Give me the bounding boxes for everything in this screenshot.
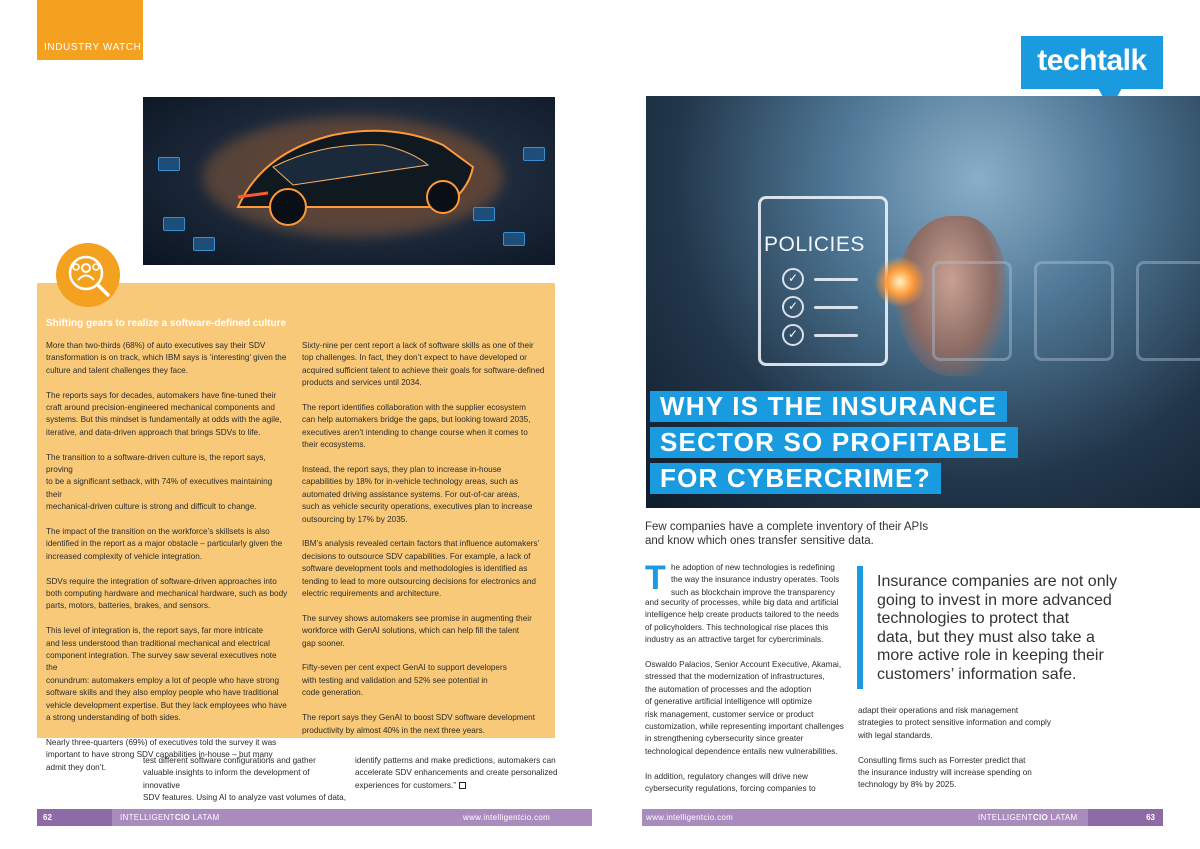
hero-label: POLICIES [764,233,865,256]
pull-quote: Insurance companies are not only going to invest in more advanced technologies to protect that data, but they must also take a more active role in keeping their customers’ information safe. [877,573,1118,683]
paragraph: The reports says for decades, automakers have fine-tuned their craft around precision-engineered mechanical components and systems. But this mindset is fundamentally at odds with the agile, iterative, and data-driven approach that brings SDVs to life. [46,390,282,437]
section-label: INDUSTRY WATCH [44,42,142,53]
headline-line-2: SECTOR SO PROFITABLE [650,427,1018,458]
continued-text-right [355,755,560,792]
paragraph: Instead, the report says, they plan to increase in-house capabilities by 18% for in-vehicle technology areas, such as automated driving assistance systems. For out-of-car areas, such as vehicle security operations, executives plan to increase outsourcing by 17% by 2035. [302,465,533,524]
logo-text: techtalk [1037,44,1147,77]
footer-url-right[interactable]: www.intelligentcio.com [646,813,734,822]
pull-quote-bar [857,566,863,689]
paragraph: SDVs require the integration of software-driven approaches into both computing hardware and mechanical hardware, such as body parts, motors, batteries, brakes, and sensors. [46,576,288,611]
opening-lines: he adoption of new technologies is redefining the way the insurance industry operates. Tools such as blockchain improve the transparency [671,563,840,597]
paragraph: This level of integration is, the report says, far more intricate and less understood than traditional mechanical and electrical component integration. The survey saw several executives note the conundrum: automakers employ a lot of people who have strong software skills and they also employ people who have traditional vehicle development expertise. But they lack employees who have a strong understanding of both sides. [46,626,287,723]
car-circuit-photo [143,97,555,265]
end-mark-icon [459,782,466,789]
car-illustration [143,97,555,265]
paragraph: Nearly three-quarters (69%) of executives told the survey it was important to have strong SDV capabilities in-house – but many admit they don’t. [46,737,277,772]
light-spark [874,256,926,308]
document-icon [932,261,1012,361]
brand-light: INTELLIGENT [120,813,175,822]
paragraph: Fifty-seven per cent expect GenAI to support developers with testing and validation and 52% see potential in code generation. [302,663,507,698]
body-column-1: and security of processes, while big data and artificial intelligence help create products tailored to the needs of policyholders. This technological rise places this industry as an attractive target for cybercriminals. Oswaldo Palacios, Senior Account Executive, Akamai, stressed that the modernization of infrastructures, the automation of processes and the adoption of generative artificial intelligence will optimize risk management, customer service or product customization, while representing important challenges in strengthening cybersecurity since greater technological dependence entails new vulnerabilities. In addition, regulatory changes will drive new cybersecurity regulations, forcing companies to [645,598,844,794]
brand-suffix: LATAM [1048,813,1078,822]
checkmark-icon: ✓ [782,324,804,346]
box-column-left [46,340,290,787]
checkmark-icon: ✓ [782,268,804,290]
box-column-right [302,340,548,749]
checkmark-icon: ✓ [782,296,804,318]
footer-brand-left [120,809,220,826]
brand-bold: CIO [1032,813,1048,822]
document-icon [758,196,888,366]
people-search-icon [56,243,120,307]
paragraph: The impact of the transition on the workforce’s skillsets is also identified in the report as a major obstacle – particularly given the increased complexity of vehicle integration. [46,527,283,561]
paragraph: The transition to a software-driven culture is, the report says, proving to be a significant setback, with 74% of executives maintaining their mechanical-driven culture is strong and difficult to change. [46,452,273,512]
paragraph: The survey shows automakers see promise in augmenting their workforce with GenAI solutions, which can help fill the talent gap sooner. [302,613,532,648]
standfirst: Few companies have a complete inventory of their APIs and know which ones transfer sensitive data. [645,521,929,547]
paragraph: More than two-thirds (68%) of auto executives say their SDV transformation is on track, which IBM says is ‘interesting’ given the culture and talent challenges they face. [46,341,287,375]
paragraph: Sixty-nine per cent report a lack of software skills as one of their top challenges. In fact, they don’t expect to have developed or acquired sufficient talent to achieve their goals for software-defined products and services until 2034. [302,341,545,388]
brand-bold: CIO [174,813,190,822]
closing-paragraph: identify patterns and make predictions, automakers can accelerate SDV enhancements and create personalized experiences for customers.” [355,756,558,790]
paragraph: The report says they GenAI to boost SDV software development productivity by almost 40% in the next three years. [302,713,536,735]
document-icon [1136,261,1200,361]
headline-line-3: FOR CYBERCRIME? [650,463,941,494]
footer-brand-right [978,809,1078,826]
document-icon [1034,261,1114,361]
continued-text-left: test different software configurations and gather valuable insights to inform the development of innovative SDV features. Using AI to analyze vast volumes of data, [143,756,346,803]
page-number-left: 62 [37,809,112,826]
footer-url-left[interactable]: www.intelligentcio.com [463,813,551,822]
page-number-right: 63 [1088,809,1163,826]
paragraph: The report identifies collaboration with the supplier ecosystem can help automakers bridge the gaps, but looking toward 2035, executives aren’t intending to change course when it comes to their ecosystems. [302,403,531,450]
box-heading: Shifting gears to realize a software-defined culture [46,318,287,329]
brand-suffix: LATAM [190,813,220,822]
headline-line-1: WHY IS THE INSURANCE [650,391,1007,422]
paragraph: IBM’s analysis revealed certain factors that influence automakers’ decisions to outsource SDV capabilities. For example, a lack of software development tools and methodologies is identified as tending to lead to more outsourcing decisions for electronics and electric requirements and architecture. [302,539,540,599]
body-column-2: adapt their operations and risk management strategies to protect sensitive information and comply with legal standards. Consulting firms such as Forrester predict that the insurance industry will increase spending on technology by 8% by 2025. [858,706,1051,790]
techtalk-logo [1021,36,1163,89]
section-tab [37,0,143,60]
brand-light: INTELLIGENT [978,813,1033,822]
drop-cap: T [645,559,666,597]
